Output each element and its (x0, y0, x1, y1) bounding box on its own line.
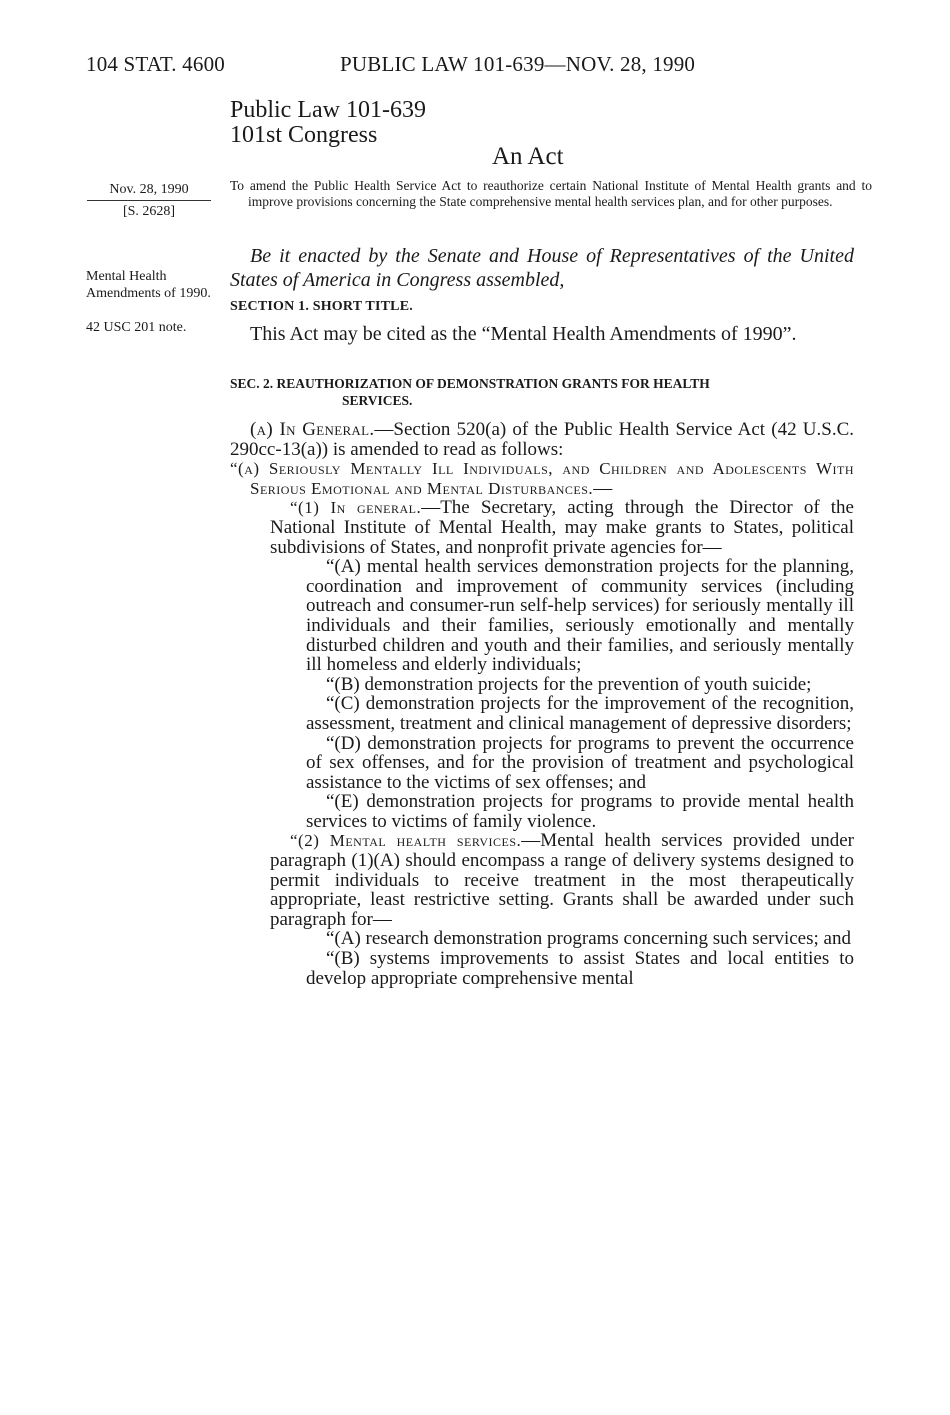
paragraph-1-label: “(1) In general. (290, 498, 422, 518)
act-heading: An Act (492, 143, 564, 170)
paragraph-1-A: “(A) mental health services demonstration projects for the planning, coordination and improvement of community services (including outreach and consumer-run self-help services) for seriously mentally ill individuals and their families, seriously emotionally and mentally disturbed children and youth and their families, and seriously mentally ill homeless and elderly individuals; (306, 556, 854, 676)
paragraph-2-label: “(2) Mental health services. (290, 831, 522, 851)
section-1-heading: SECTION 1. SHORT TITLE. (230, 299, 413, 314)
amended-subsection-a-heading: “(a) Seriously Mentally Ill Individuals, and Children and Adolescents With Serious Emotional and Mental Disturbances. (230, 459, 854, 498)
paragraph-1-C: “(C) demonstration projects for the improvement of the recognition, assessment, treatment and clinical management of depressive disorders; (306, 693, 854, 734)
margin-date-block (87, 182, 211, 220)
section-2-heading (230, 375, 854, 409)
paragraph-2-A: “(A) research demonstration programs concerning such services; and (326, 928, 851, 950)
paragraph-2 (230, 831, 854, 929)
page-stat-number: 104 STAT. 4600 (86, 52, 225, 76)
margin-bill-number: [S. 2628] (122, 204, 176, 219)
subsection-a (230, 420, 854, 459)
enacting-clause: Be it enacted by the Senate and House of Representatives of the United States of America in Congress assembled, (230, 245, 854, 291)
margin-short-title: Mental Health Amendments of 1990. (86, 269, 211, 301)
congress-number: 101st Congress (230, 122, 378, 148)
public-law-number: Public Law 101-639 (230, 97, 426, 123)
purpose-clause: To amend the Public Health Service Act to reauthorize certain National Institute of Mental Health grants and to improve provisions concerning the State comprehensive mental health services plan, and for other purposes. (230, 178, 872, 209)
section-1-text: This Act may be cited as the “Mental Health Amendments of 1990”. (250, 323, 797, 345)
paragraph-1-B: “(B) demonstration projects for the prevention of youth suicide; (326, 673, 812, 695)
margin-date: Nov. 28, 1990 (87, 182, 211, 201)
running-header: PUBLIC LAW 101-639—NOV. 28, 1990 (340, 52, 696, 76)
subsection-a-label: (a) In General. (250, 419, 375, 440)
subsection-a-text: —Section 520(a) of the Public Health Service Act (42 U.S.C. 290cc-13(a)) is amended to read as follows: (230, 419, 855, 460)
paragraph-1-E: “(E) demonstration projects for programs to provide mental health services to victims of family violence. (306, 791, 854, 832)
section-2-body (230, 420, 854, 988)
paragraph-1 (230, 498, 854, 557)
paragraph-2-B: “(B) systems improvements to assist States and local entities to develop appropriate comprehensive mental (306, 948, 854, 989)
margin-usc-note: 42 USC 201 note. (86, 320, 187, 335)
section-2-heading-line2: SERVICES. (342, 393, 413, 408)
paragraph-2-text: —Mental health services provided under paragraph (1)(A) should encompass a range of delivery systems designed to permit individuals to receive treatment in the most therapeutically appropriate, least restrictive setting. Grants shall be awarded under such paragraph for— (270, 830, 854, 930)
paragraph-1-D: “(D) demonstration projects for programs to prevent the occurrence of sex offenses, and for the provision of treatment and psychological assistance to the victims of sex offenses; and (306, 732, 854, 793)
paragraph-1-text: —The Secretary, acting through the Director of the National Institute of Mental Health, may make grants to States, political subdivisions of States, and nonprofit private agencies for— (270, 497, 854, 558)
amended-subsection-a (230, 459, 854, 498)
amended-subsection-a-dash: — (593, 477, 613, 499)
section-2-heading-line1: SEC. 2. REAUTHORIZATION OF DEMONSTRATION GRANTS FOR HEALTH (230, 376, 710, 391)
